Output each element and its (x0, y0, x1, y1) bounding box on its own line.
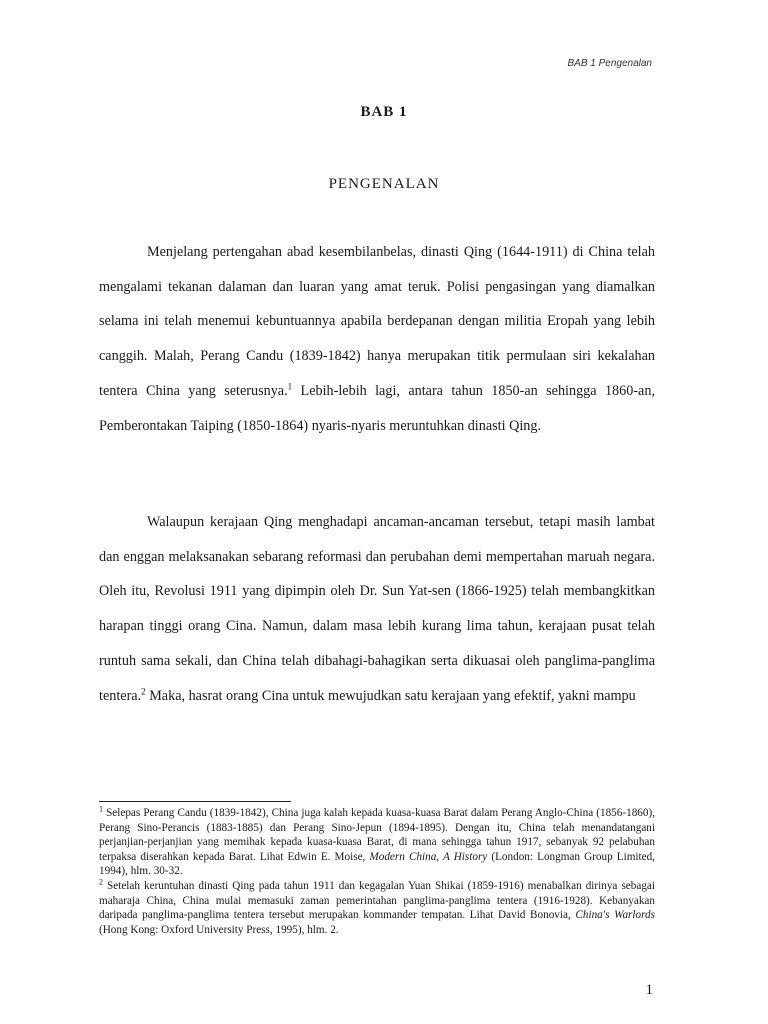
footnote-2 (99, 879, 655, 937)
footnotes (99, 806, 655, 937)
chapter-number: BAB 1 (360, 104, 408, 120)
footnote-number: 1 (99, 804, 103, 814)
page-number: 1 (645, 982, 653, 998)
footnote-number: 2 (99, 877, 103, 887)
footnote-text: Setelah keruntuhan dinasti Qing pada tahun 1911 dan kegagalan Yuan Shikai (1859-1916) menabalkan dirinya sebagai maharaja China, China mulai memasuki zaman pemerintahan panglima-panglima tentera (1916-1928). Kebanyakan daripada panglima-panglima tentera tersebut merupakan kommander tempatan. Lihat David Bonovia, (99, 879, 655, 922)
paragraph-text: Maka, hasrat orang Cina untuk mewujudkan satu kerajaan yang efektif, yakni mampu (145, 687, 636, 704)
running-head: BAB 1 Pengenalan (567, 58, 652, 69)
footnote-1 (99, 806, 655, 879)
body-paragraph-1 (99, 235, 655, 443)
footnote-reference[interactable]: 2 (141, 685, 146, 696)
footnote-divider (99, 801, 291, 802)
footnote-text: Selepas Perang Candu (1839-1842), China juga kalah kepada kuasa-kuasa Barat dalam Perang Anglo-China (1856-1860), Perang Sino-Perancis (1883-1885) dan Perang Sino-Jepun (1894-1895). Dengan itu, China telah menandatangani perjanjian-perjanjian yang memihak kepada kuasa-kuasa Barat, di mana sehingga tahun 1917, sebanyak 92 pelabuhan terpaksa diserahkan kepada Barat. Lihat Edwin E. Moise, (99, 807, 655, 863)
footnote-text: (London: Longman Group Limited, 1994), hlm. 30-32. (99, 850, 655, 878)
paragraph-text: Lebih-lebih lagi, antara tahun 1850-an sehingga 1860-an, Pemberontakan Taiping (1850-1864) nyaris-nyaris meruntuhkan dinasti Qing. (99, 382, 655, 434)
footnote-book-title: Modern China, A History (369, 850, 488, 863)
chapter-title: PENGENALAN (328, 176, 440, 192)
paragraph-text: Walaupun kerajaan Qing menghadapi ancaman-ancaman tersebut, tetapi masih lambat dan enggan melaksanakan sebarang reformasi dan perubahan demi mempertahan maruah negara. Oleh itu, Revolusi 1911 yang dipimpin oleh Dr. Sun Yat-sen (1866-1925) telah membangkitkan harapan tinggi orang Cina. Namun, dalam masa lebih kurang lima tahun, kerajaan pusat telah runtuh sama sekali, dan China telah dibahagi-bahagikan serta dikuasai oleh panglima-panglima tentera. (99, 514, 655, 704)
paragraph-text: Menjelang pertengahan abad kesembilanbelas, dinasti Qing (1644-1911) di China telah mengalami tekanan dalaman dan luaran yang amat teruk. Polisi pengasingan yang diamalkan selama ini telah menemui kebuntuannya apabila berdepanan dengan militia Eropah yang lebih canggih. Malah, Perang Candu (1839-1842) hanya merupakan titik permulaan siri kekalahan tentera China yang seterusnya. (99, 244, 655, 399)
footnote-reference[interactable]: 1 (287, 381, 293, 392)
body-paragraph-2 (99, 505, 655, 713)
footnote-text: (Hong Kong: Oxford University Press, 1995), hlm. 2. (99, 923, 339, 936)
footnote-book-title: China's Warlords (575, 909, 655, 922)
